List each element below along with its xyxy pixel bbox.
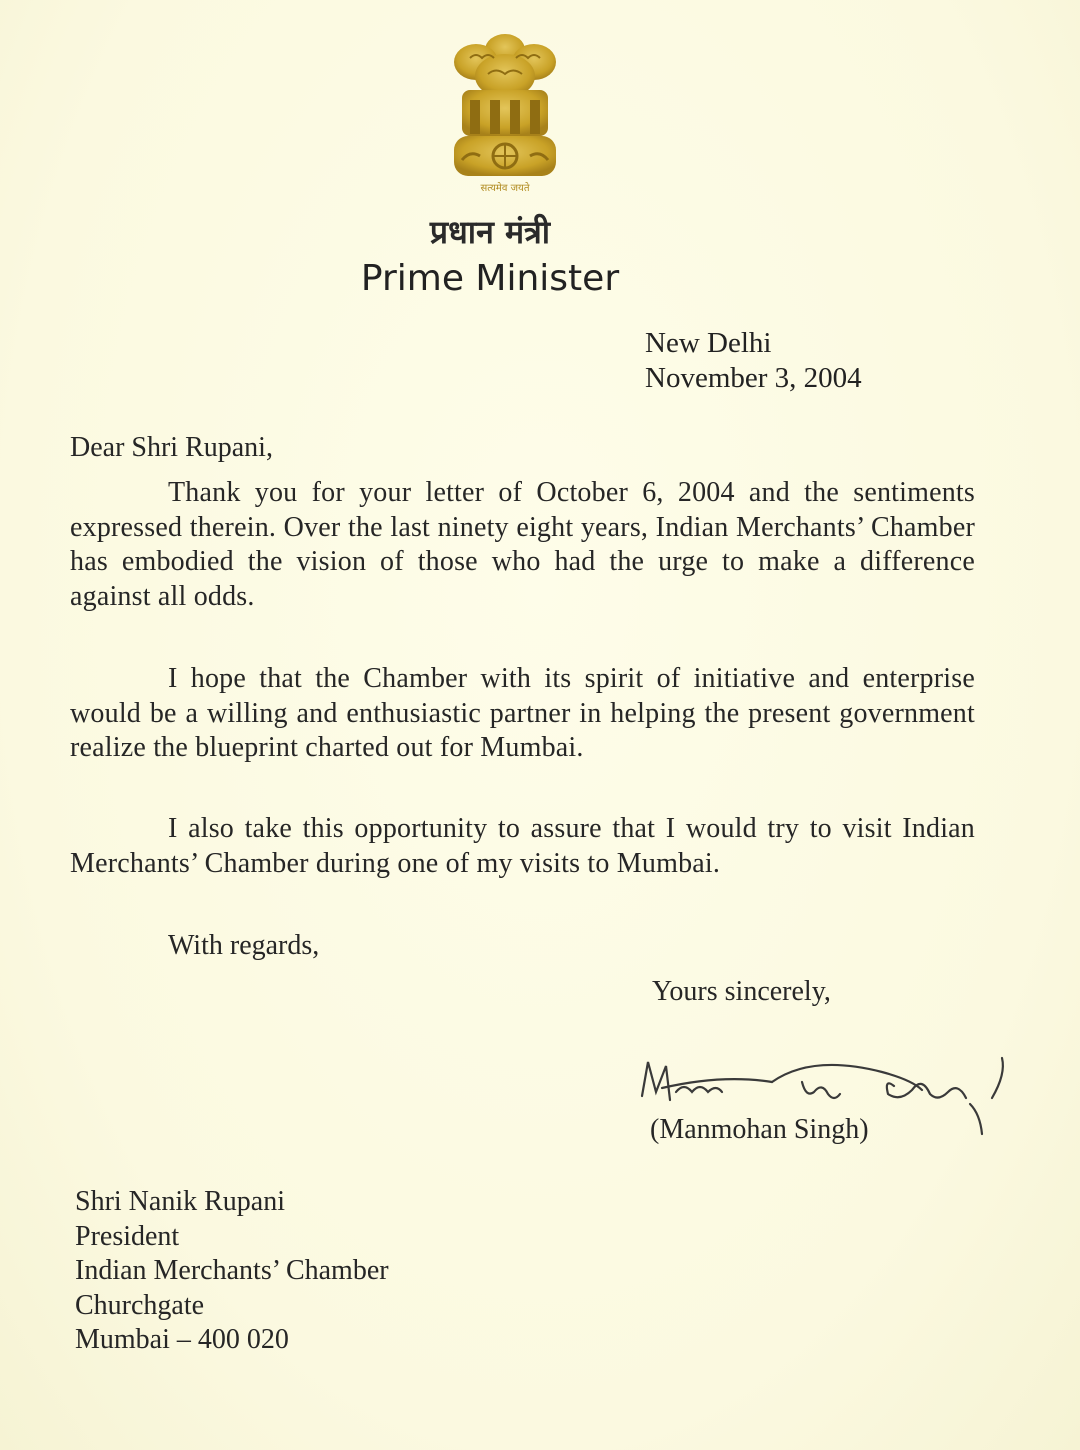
emblem-motto: सत्यमेव जयते xyxy=(480,183,530,194)
closing-sign-off: Yours sincerely, xyxy=(652,976,831,1007)
salutation: Dear Shri Rupani, xyxy=(70,432,273,463)
recipient-locality: Churchgate xyxy=(75,1289,205,1321)
place-date-block xyxy=(645,326,862,396)
state-emblem-icon xyxy=(440,28,570,198)
date: November 3, 2004 xyxy=(645,362,862,394)
signatory-name: (Manmohan Singh) xyxy=(650,1114,869,1145)
body-paragraph-3: I also take this opportunity to assure that I would try to visit Indian Merchants’ Chamber during one of my visits to Mumbai. xyxy=(70,813,975,879)
body-paragraph-2: I hope that the Chamber with its spirit of initiative and enterprise would be a willing and enthusiastic partner in helping the present government realize the blueprint charted out for Mumbai. xyxy=(70,663,975,763)
closing-regards: With regards, xyxy=(168,930,320,961)
recipient-name: Shri Nanik Rupani xyxy=(75,1186,285,1217)
body-paragraph-1: Thank you for your letter of October 6, 2004 and the sentiments expressed therein. Over the last ninety eight years, Indian Merchants’ Chamber has embodied the vision of those who had the urge to make a difference against all odds. xyxy=(70,477,975,612)
title-prime-minister: Prime Minister xyxy=(360,258,620,299)
recipient-address xyxy=(75,1185,389,1358)
recipient-organization: Indian Merchants’ Chamber xyxy=(75,1255,389,1286)
title-hindi: प्रधान मंत्री xyxy=(429,213,551,251)
recipient-designation: President xyxy=(75,1220,180,1252)
place: New Delhi xyxy=(645,327,772,359)
recipient-city: Mumbai – 400 020 xyxy=(75,1324,289,1355)
